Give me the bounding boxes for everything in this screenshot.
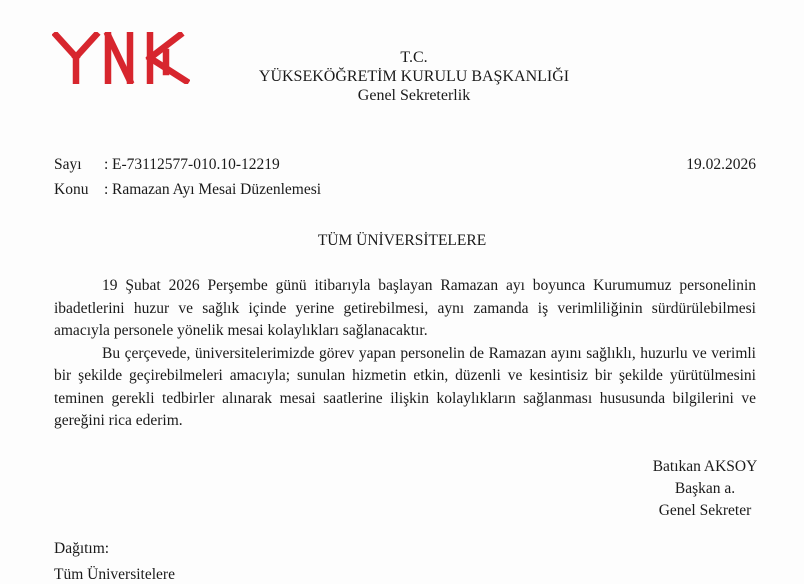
distribution-value: Tüm Üniversitelere <box>54 566 175 583</box>
body-paragraph-2: Bu çerçevede, üniversitelerimizde görev yapan personelin de Ramazan ayını sağlıklı, huzurlu ve verimli bir şekilde geçirebilmeleri amacıyla; sunulan hizmetin etkin, düzenli ve kesintisiz bir şekilde yürütülmesini teminen gerekli tedbirler alınarak mesai saatlerine ilişkin kolaylıkların sağlanması hususunda bilgilerini ve gereğini rica ederim. <box>54 344 756 429</box>
signature-block <box>620 456 790 522</box>
number-row <box>54 156 280 174</box>
header-line-1: T.C. <box>400 49 428 66</box>
letterhead <box>224 48 604 105</box>
header-department: Genel Sekreterlik <box>357 87 471 104</box>
number-separator: : <box>104 156 109 173</box>
distribution-label: Dağıtım: <box>54 540 110 557</box>
subject-value: Ramazan Ayı Mesai Düzenlemesi <box>112 181 322 198</box>
header-institution: YÜKSEKÖĞRETİM KURULU BAŞKANLIĞI <box>258 68 570 85</box>
distribution-block <box>54 536 175 588</box>
subject-separator: : <box>104 181 109 198</box>
number-value: E-73112577-010.10-12219 <box>112 156 280 173</box>
subject-row <box>54 181 321 199</box>
number-label: Sayı <box>54 156 82 173</box>
letter-body <box>54 275 756 433</box>
signatory-role-1: Başkan a. <box>674 480 736 497</box>
subject-label: Konu <box>54 181 89 198</box>
yok-logo-icon <box>52 32 190 84</box>
body-paragraph-1: 19 Şubat 2026 Perşembe günü itibarıyla başlayan Ramazan ayı boyunca Kurumumuz personelinin ibadetlerini huzur ve sağlık içinde yerine getirebilmesi, aynı zamanda iş verimliliğinin sürdürülebilmesi amacıyla personele yönelik mesai kolaylıkları sağlanacaktır. <box>54 277 756 339</box>
document-date: 19.02.2026 <box>686 156 756 173</box>
signatory-name: Batıkan AKSOY <box>652 458 758 475</box>
signatory-role-2: Genel Sekreter <box>658 502 752 519</box>
recipient-heading: TÜM ÜNİVERSİTELERE <box>317 232 487 249</box>
